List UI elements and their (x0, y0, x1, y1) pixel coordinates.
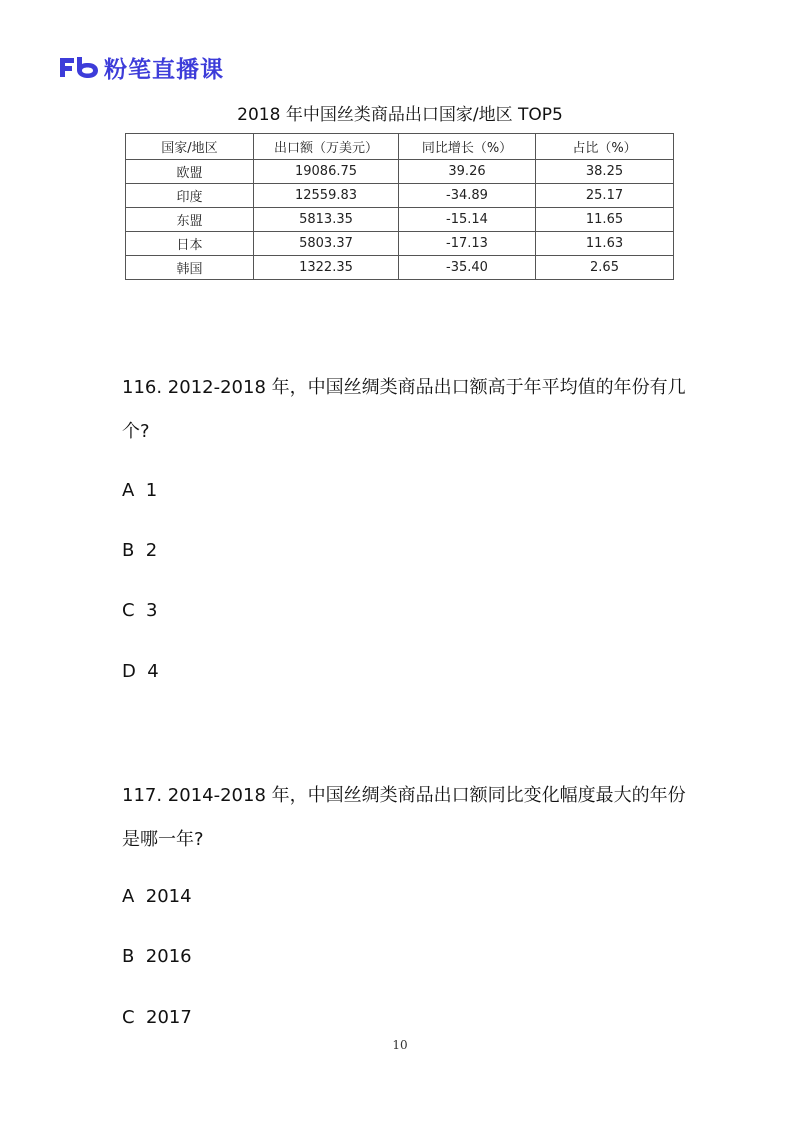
option-d: D 4 (122, 661, 159, 682)
table-row (126, 184, 674, 208)
option-b: B 2016 (122, 946, 192, 967)
table-row (126, 160, 674, 184)
page-number: 10 (392, 1038, 408, 1052)
column-header: 国家/地区 (126, 134, 254, 160)
table-cell: 19086.75 (254, 160, 399, 184)
table-cell: -17.13 (399, 232, 536, 256)
option-b: B 2 (122, 540, 158, 561)
table-cell: 1322.35 (254, 256, 399, 280)
table-cell: 11.63 (536, 232, 674, 256)
table-row (126, 208, 674, 232)
table-cell: 38.25 (536, 160, 674, 184)
export-table (125, 133, 674, 280)
table-cell: 印度 (126, 184, 254, 208)
column-header: 出口额（万美元） (254, 134, 399, 160)
table-title: 2018 年中国丝类商品出口国家/地区 TOP5 (237, 105, 563, 125)
table-cell: 东盟 (126, 208, 254, 232)
table-cell: 39.26 (399, 160, 536, 184)
table-row (126, 232, 674, 256)
table-row (126, 256, 674, 280)
logo-text: 粉笔直播课 (104, 56, 224, 83)
table-cell: -35.40 (399, 256, 536, 280)
column-header: 占比（%） (536, 134, 674, 160)
table-cell: 25.17 (536, 184, 674, 208)
option-c: C 3 (122, 600, 158, 621)
fenbi-logo-icon (58, 55, 100, 79)
table-cell: 5813.35 (254, 208, 399, 232)
table-cell: 11.65 (536, 208, 674, 232)
brand-logo (58, 53, 224, 81)
table-cell: 日本 (126, 232, 254, 256)
table-cell: -34.89 (399, 184, 536, 208)
table-cell: 5803.37 (254, 232, 399, 256)
option-a: A 1 (122, 480, 158, 501)
table-header-row (126, 134, 674, 160)
table-cell: 欧盟 (126, 160, 254, 184)
table-cell: 2.65 (536, 256, 674, 280)
table-cell: 韩国 (126, 256, 254, 280)
option-c: C 2017 (122, 1007, 192, 1028)
table-cell: 12559.83 (254, 184, 399, 208)
column-header: 同比增长（%） (399, 134, 536, 160)
table-cell: -15.14 (399, 208, 536, 232)
option-a: A 2014 (122, 886, 192, 907)
question-117: 117. 2014-2018 年，中国丝绸类商品出口额同比变化幅度最大的年份是哪一年? (122, 785, 686, 850)
question-116: 116. 2012-2018 年，中国丝绸类商品出口额高于年平均值的年份有几个? (122, 377, 686, 442)
